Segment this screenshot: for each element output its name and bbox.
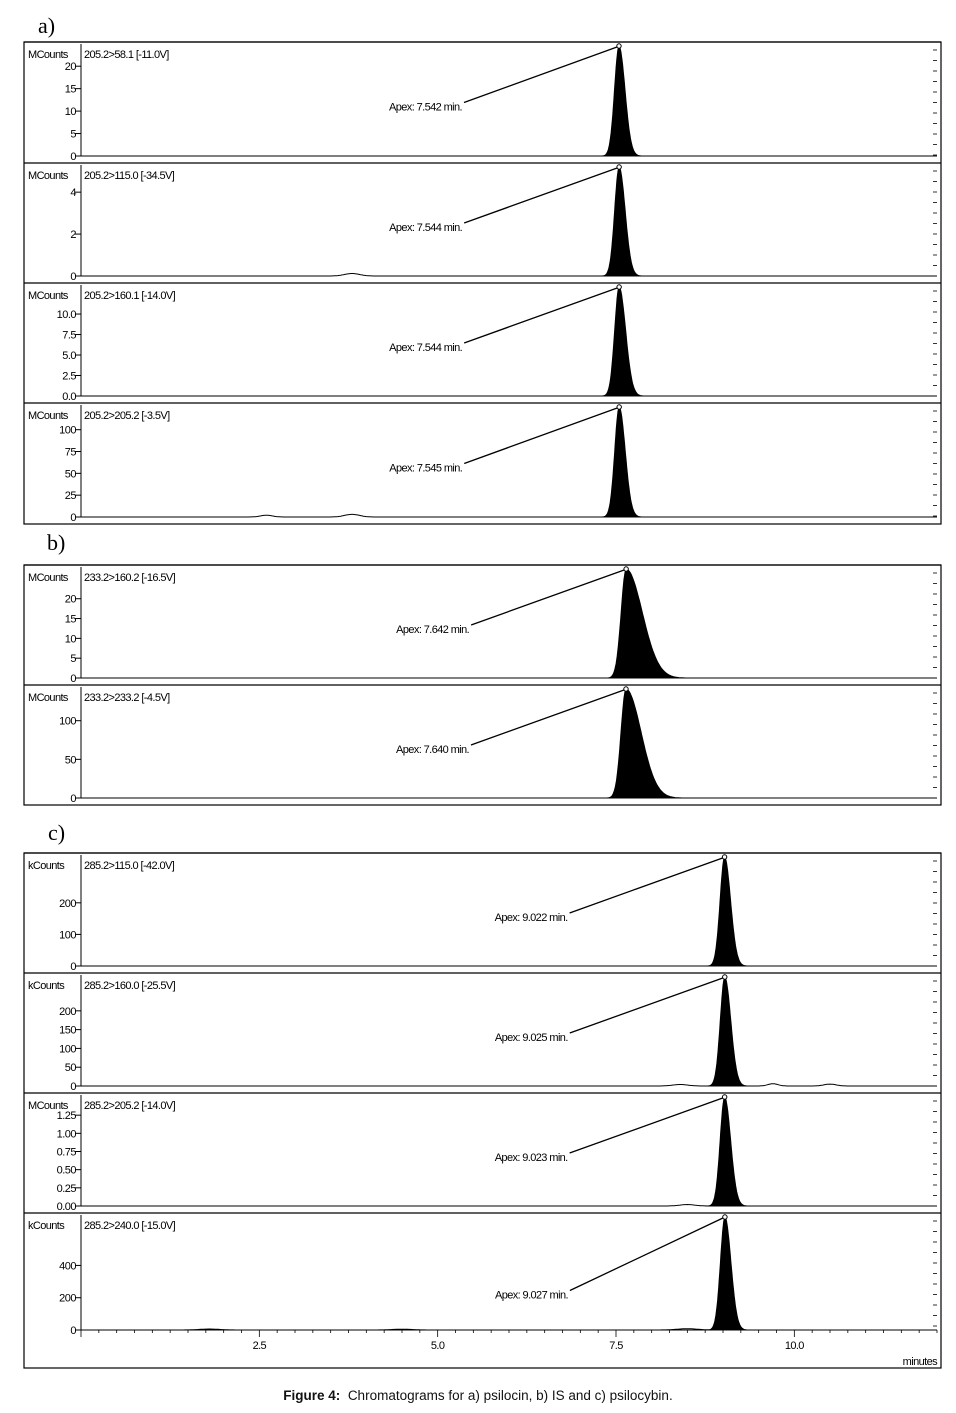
apex-label: Apex: 7.545 min.	[389, 462, 463, 475]
y-tick-label: 50	[64, 1062, 76, 1075]
y-tick-label: 20	[64, 61, 76, 74]
peak	[600, 287, 647, 396]
channel-title: 205.2>58.1 [-11.0V]	[84, 49, 169, 61]
y-axis-unit-label: MCounts	[28, 290, 68, 302]
apex-label: Apex: 9.022 min.	[494, 912, 568, 924]
apex-marker	[624, 687, 628, 691]
peak	[600, 407, 645, 517]
y-tick-label: 150	[59, 1024, 76, 1037]
y-tick-label: 10	[64, 106, 76, 119]
y-tick-label: 2	[70, 229, 76, 242]
apex-marker	[617, 285, 621, 289]
y-tick-label: 0	[70, 151, 76, 163]
peak	[705, 1097, 750, 1206]
y-tick-label: 2.5	[62, 370, 76, 383]
apex-leader-line	[570, 858, 723, 913]
y-tick-label: 5.0	[62, 350, 76, 363]
figure-caption-label: Figure 4:	[283, 1388, 341, 1403]
apex-label: Apex: 9.027 min.	[494, 1289, 568, 1302]
apex-leader-line	[464, 168, 617, 223]
x-tick-label: 5.0	[430, 1340, 445, 1352]
y-tick-label: 15	[64, 613, 76, 626]
apex-marker	[723, 1215, 727, 1219]
panel-group-1	[24, 13, 941, 524]
peak	[705, 857, 750, 966]
apex-label: Apex: 7.544 min.	[389, 222, 463, 234]
apex-marker	[617, 405, 621, 409]
channel-title: 205.2>205.2 [-3.5V]	[84, 410, 170, 422]
y-tick-label: 4	[70, 187, 76, 200]
y-tick-label: 0.50	[56, 1164, 76, 1177]
apex-leader-line	[471, 570, 624, 625]
y-tick-label: 20	[64, 593, 76, 606]
apex-leader-line	[570, 1218, 723, 1291]
y-axis-unit-label: MCounts	[28, 410, 68, 422]
y-axis-unit-label: kCounts	[28, 980, 65, 992]
peak	[706, 977, 751, 1086]
y-tick-label: 0	[70, 961, 76, 973]
y-tick-label: 50	[64, 468, 76, 481]
apex-marker	[617, 44, 621, 48]
channel-title: 285.2>160.0 [-25.5V]	[84, 980, 176, 992]
y-axis-unit-label: MCounts	[28, 49, 68, 61]
apex-marker	[722, 855, 726, 859]
y-tick-label: 200	[59, 1005, 76, 1018]
apex-leader-line	[570, 978, 723, 1033]
y-tick-label: 100	[59, 715, 76, 728]
x-tick-label: 7.5	[609, 1340, 623, 1352]
apex-label: Apex: 9.023 min.	[494, 1152, 568, 1164]
y-tick-label: 0.0	[62, 391, 76, 403]
apex-label: Apex: 7.542 min.	[389, 101, 462, 114]
apex-leader-line	[570, 1098, 723, 1153]
y-tick-label: 10	[64, 633, 76, 646]
x-axis-unit-label: minutes	[902, 1356, 937, 1368]
peak	[605, 689, 691, 798]
channel-title: 205.2>115.0 [-34.5V]	[84, 170, 175, 182]
y-tick-label: 75	[64, 446, 76, 459]
channel-title: 285.2>205.2 [-14.0V]	[84, 1100, 176, 1112]
apex-label: Apex: 7.640 min.	[396, 744, 469, 756]
panel-group-label: b)	[47, 530, 66, 555]
x-tick-label: 2.5	[252, 1340, 267, 1352]
y-axis-unit-label: kCounts	[28, 1220, 65, 1232]
channel-title: 233.2>233.2 [-4.5V]	[84, 692, 170, 704]
y-tick-label: 25	[64, 490, 76, 503]
y-tick-label: 400	[59, 1260, 76, 1273]
y-axis-unit-label: kCounts	[28, 860, 65, 872]
baseline-trace	[81, 1205, 937, 1207]
y-tick-label: 1.00	[56, 1128, 76, 1141]
apex-leader-line	[464, 47, 617, 103]
y-tick-label: 200	[59, 897, 76, 910]
y-tick-label: 15	[64, 83, 76, 96]
y-tick-label: 50	[64, 754, 76, 767]
channel-title: 285.2>240.0 [-15.0V]	[84, 1220, 176, 1232]
chromatogram-panel	[24, 403, 941, 524]
y-tick-label: 200	[59, 1292, 76, 1305]
apex-label: Apex: 7.642 min.	[396, 624, 470, 636]
peak	[600, 167, 645, 276]
y-tick-label: 1.25	[56, 1110, 76, 1123]
panel-group-3	[24, 820, 941, 1368]
y-tick-label: 7.5	[62, 329, 76, 342]
figure-caption	[0, 1388, 956, 1403]
channel-title: 285.2>115.0 [-42.0V]	[84, 860, 175, 872]
apex-marker	[723, 975, 727, 979]
y-tick-label: 0	[70, 512, 76, 524]
y-tick-label: 5	[70, 128, 76, 141]
y-tick-label: 100	[59, 1043, 76, 1056]
y-tick-label: 0	[70, 673, 76, 685]
y-tick-label: 5	[70, 653, 76, 666]
baseline-trace	[81, 274, 937, 277]
y-tick-label: 100	[59, 424, 76, 437]
y-tick-label: 0.75	[56, 1146, 76, 1159]
figure-caption-text: Chromatograms for a) psilocin, b) IS and c) psilocybin.	[347, 1388, 673, 1403]
chromatogram-panel	[24, 1213, 941, 1368]
peak	[605, 569, 695, 678]
y-tick-label: 0	[70, 793, 76, 805]
baseline-trace	[81, 514, 937, 517]
chromatogram-panel	[24, 1093, 941, 1213]
apex-marker	[617, 165, 621, 169]
chromatogram-panel	[24, 42, 941, 163]
y-tick-label: 0.00	[56, 1201, 76, 1213]
apex-leader-line	[471, 690, 624, 745]
y-tick-label: 10.0	[56, 309, 76, 322]
y-tick-label: 100	[59, 929, 76, 942]
panel-group-label: c)	[48, 820, 66, 845]
channel-title: 205.2>160.1 [-14.0V]	[84, 290, 176, 302]
y-tick-label: 0	[70, 1081, 76, 1093]
chromatogram-panel	[24, 565, 941, 685]
apex-label: Apex: 9.025 min.	[494, 1032, 568, 1044]
y-tick-label: 0	[70, 271, 76, 283]
apex-marker	[624, 567, 628, 571]
y-axis-unit-label: MCounts	[28, 1100, 68, 1112]
channel-title: 233.2>160.2 [-16.5V]	[84, 572, 176, 584]
apex-leader-line	[464, 408, 617, 464]
baseline-trace	[81, 1084, 937, 1086]
chromatogram-panel	[24, 163, 941, 283]
chromatogram-panel	[24, 973, 941, 1093]
peak	[706, 1217, 751, 1330]
peak	[600, 46, 645, 156]
apex-marker	[722, 1095, 726, 1099]
y-axis-unit-label: MCounts	[28, 572, 68, 584]
apex-leader-line	[464, 288, 617, 343]
apex-label: Apex: 7.544 min.	[389, 342, 463, 354]
y-axis-unit-label: MCounts	[28, 692, 68, 704]
chromatogram-panel	[24, 685, 941, 805]
x-tick-label: 10.0	[784, 1340, 804, 1352]
y-axis-unit-label: MCounts	[28, 170, 68, 182]
panel-group-label: a)	[38, 13, 56, 38]
y-tick-label: 0.25	[56, 1182, 76, 1195]
chromatogram-panel	[24, 853, 941, 973]
y-tick-label: 0	[70, 1325, 76, 1337]
chromatogram-panel	[24, 283, 941, 403]
